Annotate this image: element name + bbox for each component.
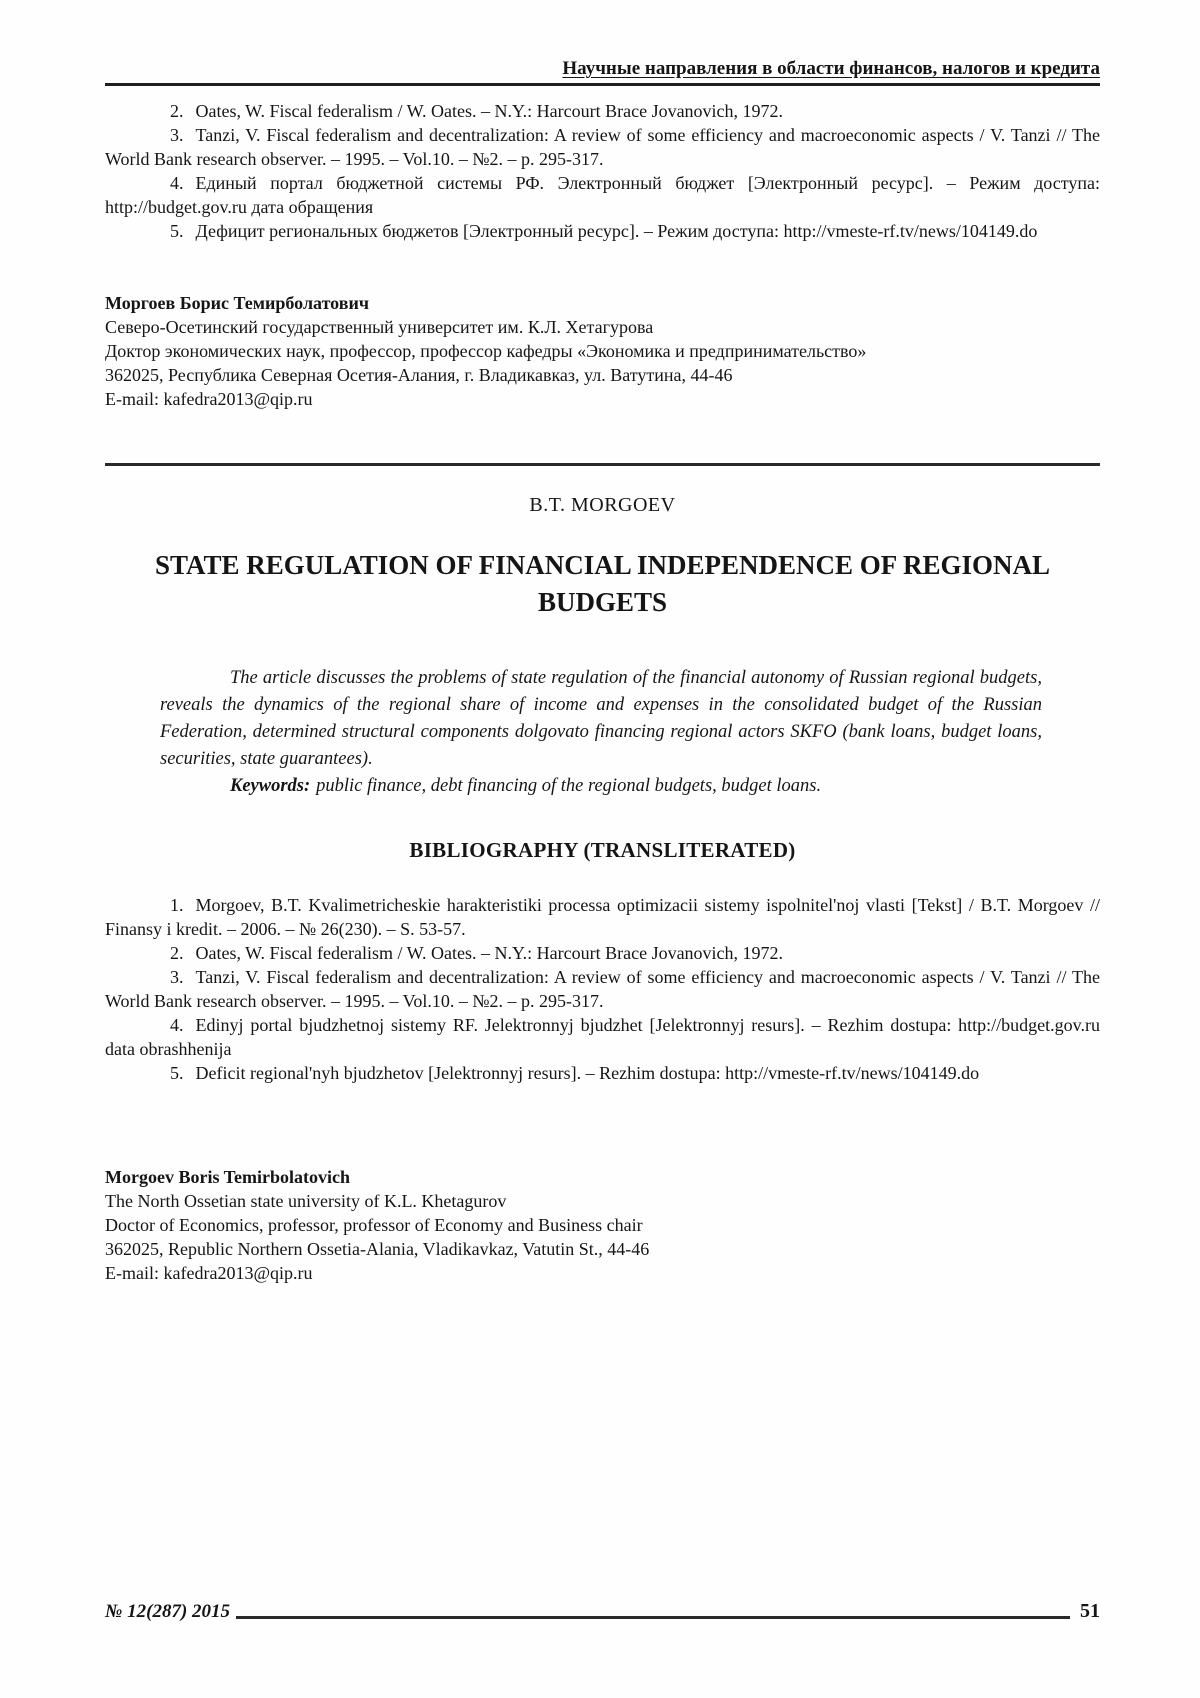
reference-number: 5. <box>170 221 184 241</box>
reference-number: 5. <box>170 1063 184 1083</box>
issue-label: № 12(287) 2015 <box>105 1601 231 1622</box>
author-affiliation: The North Ossetian state university of K.L. Khetagurov <box>105 1191 507 1211</box>
author-degree: Doctor of Economics, professor, professor of Economy and Business chair <box>105 1215 643 1235</box>
abstract-block <box>160 665 1042 800</box>
reference-text: Deficit regional'nyh bjudzhetov [Jelektronnyj resurs]. – Rezhim dostupa: http://vmeste-rf.tv/news/104149.do <box>195 1063 980 1083</box>
author-block-english <box>105 1165 1100 1285</box>
footer-rule <box>236 1616 1070 1619</box>
reference-number: 1. <box>170 895 184 915</box>
author-address: 362025, Republic Northern Ossetia-Alania, Vladikavkaz, Vatutin St., 44-46 <box>105 1239 650 1259</box>
reference-text: Oates, W. Fiscal federalism / W. Oates. – N.Y.: Harcourt Brace Jovanovich, 1972. <box>195 101 784 121</box>
reference-text: Tanzi, V. Fiscal federalism and decentralization: A review of some efficiency and macroeconomic aspects / V. Tanzi // The World Bank research observer. – 1995. – Vol.10. – №2. – p. 295-317. <box>105 125 1100 169</box>
reference-text: Oates, W. Fiscal federalism / W. Oates. – N.Y.: Harcourt Brace Jovanovich, 1972. <box>195 943 784 963</box>
running-head <box>105 58 1100 86</box>
abstract-text: The article discusses the problems of state regulation of the financial autonomy of Russian regional budgets, reveals the dynamics of the regional share of income and expenses in the consolidated budget of the Russian Federation, determined structural components dolgovato financing regional actors SKFO (bank loans, budget loans, securities, state guarantees). <box>160 668 1042 769</box>
keywords-text: public finance, debt financing of the regional budgets, budget loans. <box>316 776 822 796</box>
reference-text: Edinyj portal bjudzhetnoj sistemy RF. Jelektronnyj bjudzhet [Jelektronnyj resurs]. – Rezhim dostupa: http://budget.gov.ru data obrashhenija <box>105 1015 1100 1059</box>
bibliography-item <box>105 893 1100 941</box>
reference-item <box>105 99 1100 123</box>
bibliography-heading: BIBLIOGRAPHY (TRANSLITERATED) <box>409 838 796 862</box>
article-title: STATE REGULATION OF FINANCIAL INDEPENDENCE OF REGIONAL BUDGETS <box>154 550 1051 617</box>
reference-text: Дефицит региональных бюджетов [Электронный ресурс]. – Режим доступа: http://vmeste-rf.tv/news/104149.do <box>195 221 1038 241</box>
reference-text: Morgoev, B.T. Kvalimetricheskie harakteristiki processa optimizacii sistemy ispolnitel'noj vlasti [Tekst] / B.T. Morgoev // Finansy i kredit. – 2006. – № 26(230). – S. 53-57. <box>105 895 1100 939</box>
references-russian <box>105 99 1100 243</box>
reference-number: 3. <box>170 125 184 145</box>
reference-item <box>105 171 1100 219</box>
reference-item <box>105 123 1100 171</box>
reference-item <box>105 219 1100 243</box>
author-degree: Доктор экономических наук, профессор, профессор кафедры «Экономика и предпринимательство» <box>105 341 867 361</box>
author-name: Моргоев Борис Темирболатович <box>105 293 369 313</box>
bibliography-transliterated <box>105 893 1100 1085</box>
running-head-title: Научные направления в области финансов, налогов и кредита <box>562 58 1100 79</box>
reference-text: Tanzi, V. Fiscal federalism and decentralization: A review of some efficiency and macroeconomic aspects / V. Tanzi // The World Bank research observer. – 1995. – Vol.10. – №2. – p. 295-317. <box>105 967 1100 1011</box>
article-author: B.T. MORGOEV <box>529 494 676 516</box>
reference-number: 4. <box>170 1015 184 1035</box>
author-email: E-mail: kafedra2013@qip.ru <box>105 1263 313 1283</box>
page-number: 51 <box>1080 1600 1100 1622</box>
bibliography-item <box>105 965 1100 1013</box>
reference-number: 2. <box>170 101 184 121</box>
author-affiliation: Северо-Осетинский государственный университет им. К.Л. Хетагурова <box>105 317 654 337</box>
keywords-label: Keywords: <box>230 776 311 796</box>
bibliography-item <box>105 1013 1100 1061</box>
reference-number: 4. <box>170 173 184 193</box>
author-name: Morgoev Boris Temirbolatovich <box>105 1167 350 1187</box>
author-block-russian <box>105 291 1100 411</box>
keywords-line <box>160 773 1042 800</box>
bibliography-item <box>105 1061 1100 1085</box>
reference-number: 3. <box>170 967 184 987</box>
section-divider <box>105 463 1100 466</box>
page-footer <box>105 1600 1100 1623</box>
author-email: E-mail: kafedra2013@qip.ru <box>105 389 313 409</box>
reference-text: Единый портал бюджетной системы РФ. Электронный бюджет [Электронный ресурс]. – Режим доступа: http://budget.gov.ru дата обращения <box>105 173 1100 217</box>
bibliography-item <box>105 941 1100 965</box>
author-address: 362025, Республика Северная Осетия-Алания, г. Владикавказ, ул. Ватутина, 44-46 <box>105 365 733 385</box>
reference-number: 2. <box>170 943 184 963</box>
